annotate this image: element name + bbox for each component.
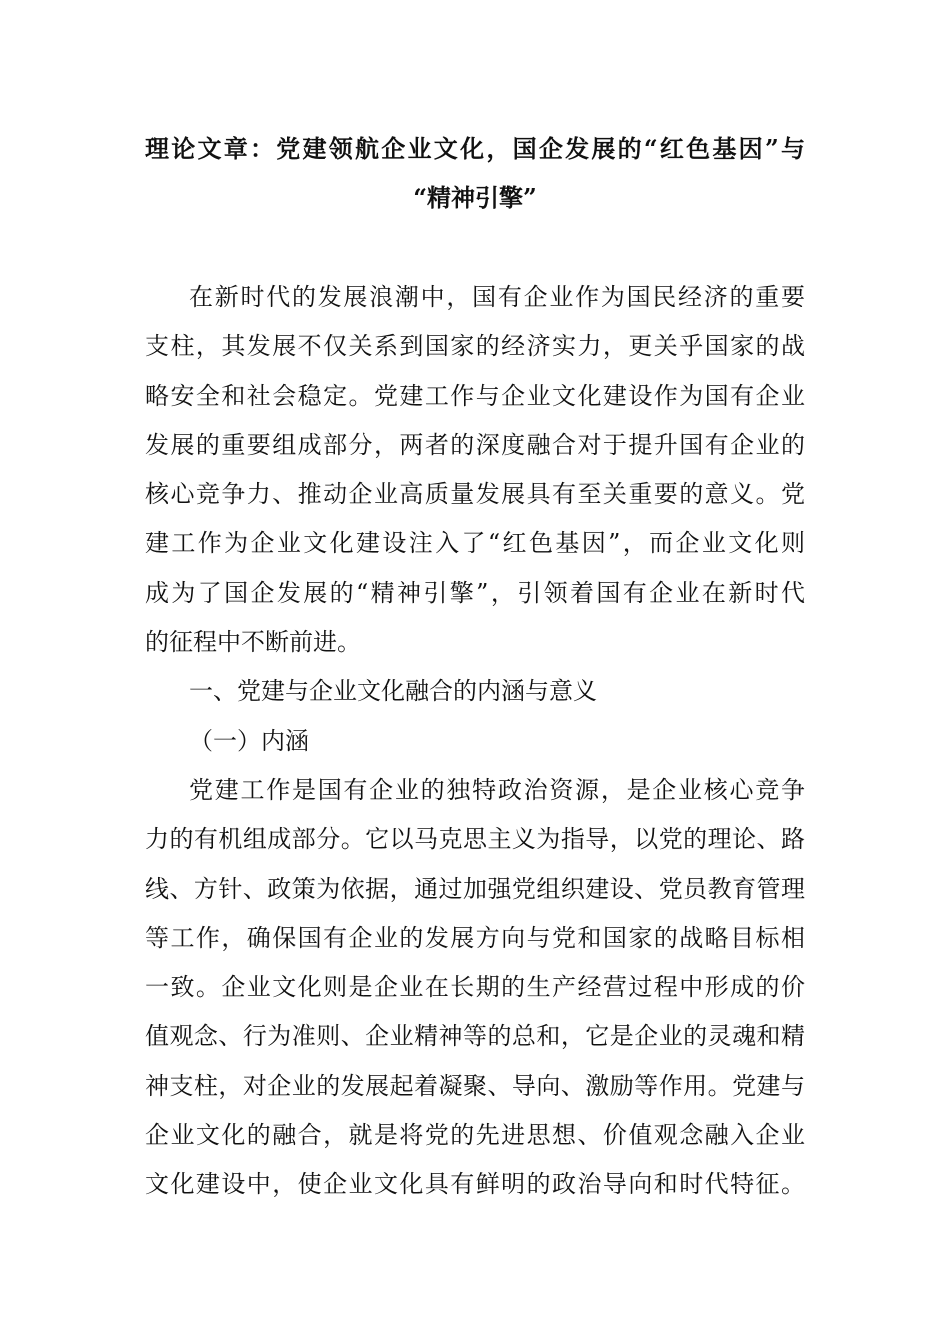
section-heading: 一、党建与企业文化融合的内涵与意义 <box>189 677 597 706</box>
subsection-heading: （一）内涵 <box>189 726 309 755</box>
paragraph-line: 线、方针、政策为依据，通过加强党组织建设、党员教育管理 <box>145 874 805 903</box>
paragraph-line: 一致。企业文化则是企业在长期的生产经营过程中形成的价 <box>145 973 805 1002</box>
document-title <box>145 124 805 222</box>
title-line-1: 理论文章：党建领航企业文化，国企发展的“红色基因”与 <box>145 134 805 163</box>
paragraph-line: 在新时代的发展浪潮中，国有企业作为国民经济的重要 <box>189 283 805 311</box>
document-body <box>145 273 805 1210</box>
paragraph-line: 值观念、行为准则、企业精神等的总和，它是企业的灵魂和精 <box>145 1022 805 1051</box>
paragraph-line: 神支柱，对企业的发展起着凝聚、导向、激励等作用。党建与 <box>145 1071 805 1100</box>
paragraph-intro <box>145 273 805 667</box>
paragraph-line: 文化建设中，使企业文化具有鲜明的政治导向和时代特征。 <box>145 1170 805 1199</box>
paragraph-line: 成为了国企发展的“精神引擎”，引领着国有企业在新时代 <box>145 578 805 607</box>
title-line-2: “精神引擎” <box>413 183 537 212</box>
paragraph-line: 发展的重要组成部分，两者的深度融合对于提升国有企业的 <box>145 430 805 459</box>
paragraph-line: 党建工作是国有企业的独特政治资源，是企业核心竞争 <box>189 775 805 804</box>
paragraph-line: 建工作为企业文化建设注入了“红色基因”，而企业文化则 <box>145 529 805 558</box>
paragraph-line: 企业文化的融合，就是将党的先进思想、价值观念融入企业 <box>145 1121 805 1150</box>
paragraph-line: 略安全和社会稳定。党建工作与企业文化建设作为国有企业 <box>145 381 805 410</box>
paragraph-connotation <box>145 766 805 1210</box>
paragraph-line: 力的有机组成部分。它以马克思主义为指导，以党的理论、路 <box>145 825 805 854</box>
paragraph-line: 核心竞争力、推动企业高质量发展具有至关重要的意义。党 <box>145 480 805 509</box>
paragraph-line: 等工作，确保国有企业的发展方向与党和国家的战略目标相 <box>145 923 805 952</box>
paragraph-line: 支柱，其发展不仅关系到国家的经济实力，更关乎国家的战 <box>145 332 805 361</box>
paragraph-line: 的征程中不断前进。 <box>145 628 361 657</box>
